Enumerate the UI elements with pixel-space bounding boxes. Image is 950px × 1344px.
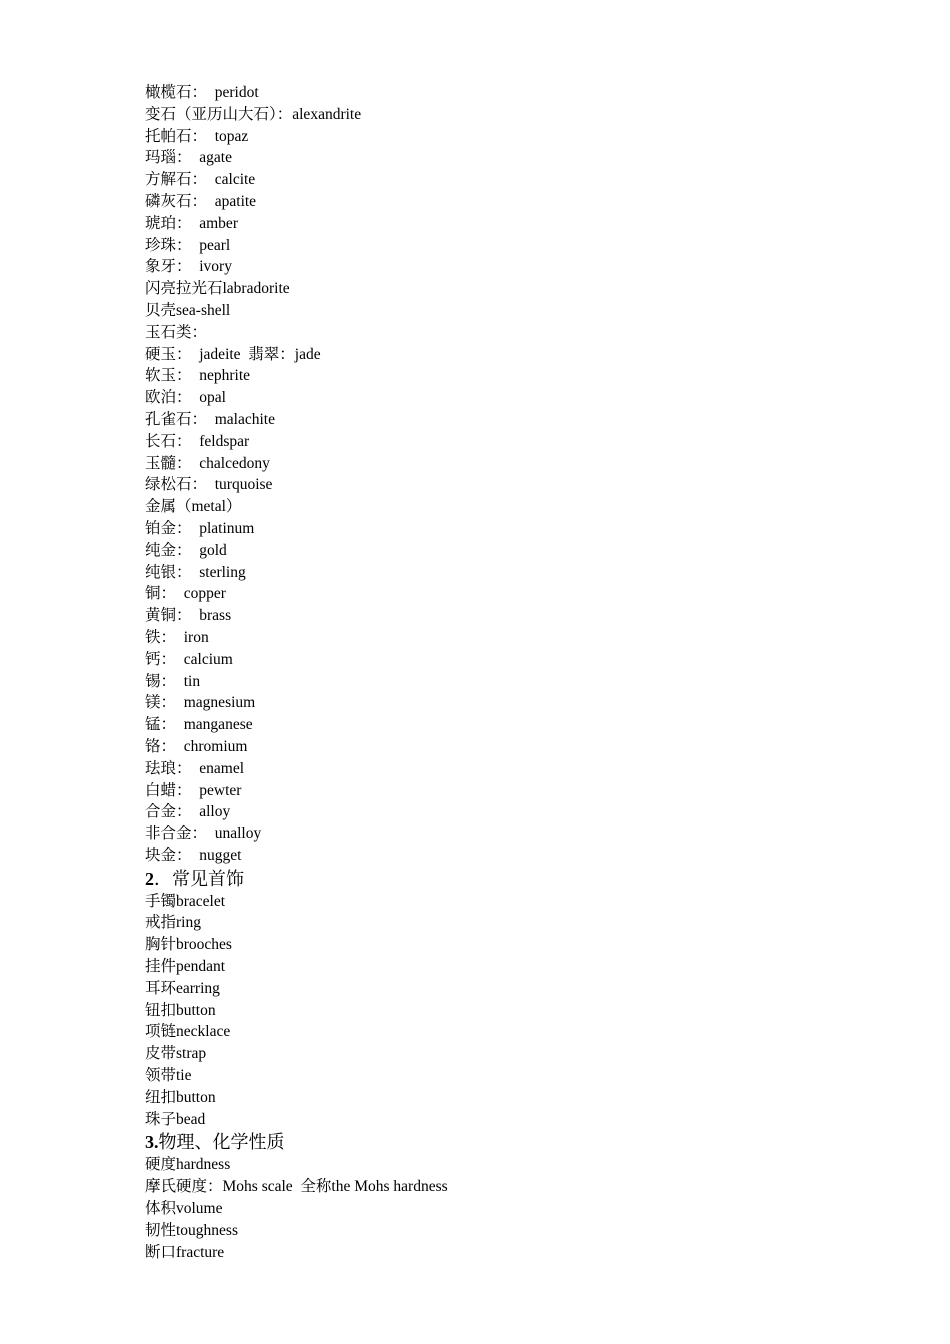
list-item: 磷灰石： apatite — [145, 192, 257, 210]
list-item: 非合金： unalloy — [145, 825, 262, 843]
list-item: 欧泊： opal — [145, 389, 226, 407]
list-item: 镁： magnesium — [145, 694, 256, 712]
list-item: 硬度hardness — [145, 1156, 231, 1174]
list-item: 铜： copper — [145, 585, 226, 603]
heading-text: 物理、化学性质 — [158, 1132, 285, 1153]
heading-text: ．常见首饰 — [154, 868, 244, 889]
list-item: 钙： calcium — [145, 650, 233, 668]
list-item: 贝壳sea-shell — [145, 301, 231, 319]
list-item: 合金： alloy — [145, 803, 231, 821]
list-item: 胸针brooches — [145, 936, 232, 954]
list-item: 软玉： nephrite — [145, 367, 251, 385]
list-item: 绿松石： turquoise — [145, 476, 273, 494]
list-item: 玉髓： chalcedony — [145, 454, 270, 472]
list-item: 戒指ring — [145, 914, 201, 932]
list-item: 铂金： platinum — [145, 519, 255, 537]
list-item: 闪亮拉光石labradorite — [145, 280, 290, 298]
list-item: 锡： tin — [145, 672, 201, 690]
properties-list — [145, 1154, 905, 1263]
list-item: 手镯bracelet — [145, 892, 226, 910]
list-item: 摩氏硬度：Mohs scale 全称the Mohs hardness — [145, 1178, 448, 1196]
list-item: 长石： feldspar — [145, 432, 250, 450]
list-item: 体积volume — [145, 1200, 223, 1218]
gem-and-metal-list — [145, 82, 905, 867]
list-item: 硬玉： jadeite 翡翠：jade — [145, 345, 321, 363]
list-item: 白蜡： pewter — [145, 781, 242, 799]
jewelry-list — [145, 891, 905, 1131]
section-heading-jewelry — [145, 867, 905, 891]
heading-number: 2 — [145, 868, 154, 889]
list-item: 金属（metal） — [145, 498, 242, 516]
list-item: 挂件pendant — [145, 958, 226, 976]
list-item: 钮扣button — [145, 1001, 216, 1019]
list-item: 象牙： ivory — [145, 258, 232, 276]
list-item: 领带tie — [145, 1067, 192, 1085]
list-item: 耳环earring — [145, 979, 220, 997]
list-item: 块金： nugget — [145, 846, 242, 864]
list-item: 纯银： sterling — [145, 563, 246, 581]
list-item: 变石（亚历山大石）：alexandrite — [145, 105, 362, 123]
list-item: 琥珀： amber — [145, 214, 238, 232]
list-item: 黄铜： brass — [145, 607, 232, 625]
list-item: 皮带strap — [145, 1045, 207, 1063]
list-item: 纯金： gold — [145, 541, 227, 559]
list-item: 铁： iron — [145, 628, 209, 646]
document-content — [145, 82, 905, 1263]
list-item: 橄榄石： peridot — [145, 84, 259, 101]
list-item: 项链necklace — [145, 1023, 231, 1041]
list-item: 珍珠： pearl — [145, 236, 231, 254]
heading-number: 3. — [145, 1132, 159, 1153]
list-item: 玛瑙： agate — [145, 149, 232, 167]
section-heading-properties — [145, 1130, 905, 1154]
list-item: 韧性toughness — [145, 1221, 239, 1239]
list-item: 纽扣button — [145, 1088, 216, 1106]
list-item: 珐琅： enamel — [145, 759, 245, 777]
list-item: 珠子bead — [145, 1110, 206, 1128]
list-item: 玉石类： — [145, 323, 208, 341]
list-item: 锰： manganese — [145, 716, 253, 734]
list-item: 方解石： calcite — [145, 171, 256, 189]
list-item: 断口fracture — [145, 1243, 225, 1261]
list-item: 托帕石： topaz — [145, 127, 249, 145]
list-item: 铬： chromium — [145, 737, 248, 755]
list-item: 孔雀石： malachite — [145, 410, 275, 428]
